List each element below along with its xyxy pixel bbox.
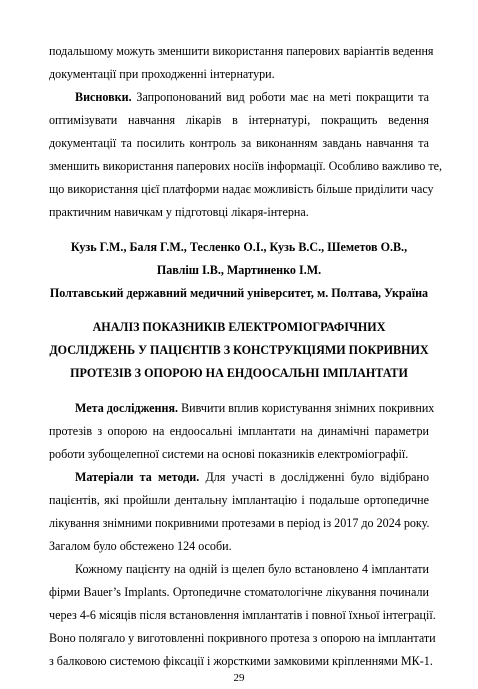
aim-label: Мета дослідження. (75, 401, 179, 415)
authors-line-2: Павліш І.В., Мартиненко І.М. (156, 263, 322, 277)
conclusions-line: що використання цієї платформи надає можливість більше приділити часу (49, 182, 434, 196)
patients-first-line: Кожному пацієнту на одній із щелеп було встановлено 4 імплантати (75, 562, 429, 576)
article-title-line-3: ПРОТЕЗІВ З ОПОРОЮ НА ЕНДООСАЛЬНІ ІМПЛАНТАТИ (70, 366, 408, 380)
patients-line: фірми Bauer’s Implants. Ортопедичне стоматологічне лікування починали (49, 585, 429, 599)
affiliation: Полтавський державний медичний університет, м. Полтава, Україна (49, 286, 429, 300)
conclusions-line: документації та посилить контроль за виконанням завдань навчання та (49, 136, 429, 150)
patients-line: Воно полягало у виготовленні покривного протеза з опорою на імплантати (49, 631, 436, 645)
conclusions-first-rest: Запропонований вид роботи має на меті покращити та (131, 90, 429, 104)
aim-line: роботи зубощелепної системи на основі показників електроміографії. (49, 447, 409, 461)
methods-line: Загалом було обстежено 124 особи. (49, 539, 232, 553)
methods-label: Матеріали та методи. (75, 470, 200, 484)
article-title-line-1: АНАЛІЗ ПОКАЗНИКІВ ЕЛЕКТРОМІОГРАФІЧНИХ (92, 320, 386, 334)
intro-line-2: документації при проходженні інтернатури. (49, 67, 275, 81)
patients-line: з балковою системою фіксації і жорсткими замковими кріпленнями МК-1. (49, 654, 433, 668)
patients-line: через 4-6 місяців після встановлення імплантатів і повної їхньої інтеграції. (49, 608, 436, 622)
aim-first-line (75, 401, 435, 415)
conclusions-line: зменшить використання паперових носіїв інформації. Особливо важливо те, (49, 159, 443, 173)
methods-line: лікування знімними покривними протезами в період із 2017 до 2024 року. (49, 516, 430, 530)
conclusions-first-line (75, 90, 429, 104)
conclusions-line: оптимізувати навчання лікарів в інтернатурі, покращить ведення (49, 113, 429, 127)
conclusions-line: практичним навичкам у підготовці лікаря-інтерна. (49, 205, 309, 219)
methods-line: пацієнтів, які пройшли дентальну імплантацію і подальше ортопедичне (49, 493, 429, 507)
article-title-line-2: ДОСЛІДЖЕНЬ У ПАЦІЄНТІВ З КОНСТРУКЦІЯМИ ПОКРИВНИХ (49, 343, 429, 357)
aim-first-rest: Вивчити вплив користування знімних покривних (178, 401, 435, 415)
conclusions-label: Висновки. (75, 90, 132, 104)
methods-first-rest: Для участі в дослідженні було відібрано (199, 470, 429, 484)
intro-line-1: подальшому можуть зменшити використання паперових варіантів ведення (49, 44, 434, 58)
page-number: 29 (233, 672, 245, 684)
authors-line-1: Кузь Г.М., Баля Г.М., Тесленко О.І., Кузь В.С., Шеметов О.В., (70, 240, 408, 254)
aim-line: протезів з опорою на ендоосальні імплантати на динамічні параметри (49, 424, 429, 438)
methods-first-line (75, 470, 429, 484)
